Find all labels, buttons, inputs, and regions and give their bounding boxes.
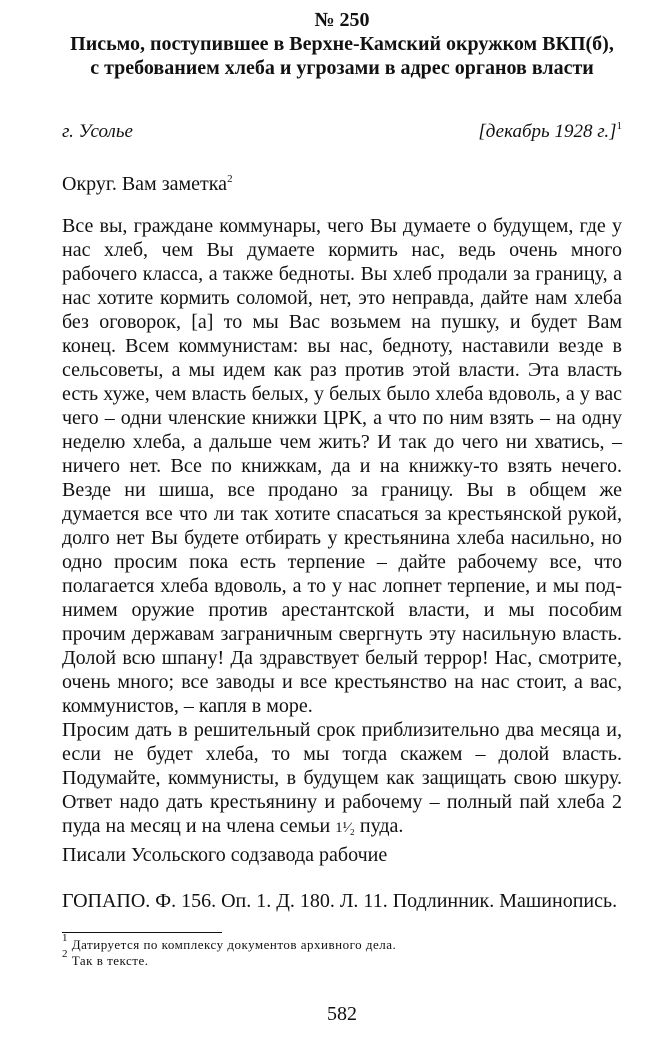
footnote-text: Датируется по комплексу документов архивного дела. [71, 937, 397, 952]
footnotes [62, 932, 397, 969]
body-paragraph: Все вы, граждане коммунары, чего Вы думаете о будущем, где у нас хлеб, чем Вы думаете кормить нас, ведь очень много рабочего класса, а также бедноты. Вы хлеб продали за границу, а нас хотите кормить соломой, нет, это неправда, дайте нам хлеба без оговорок, [а] то мы Вас возьмем на пушку, и будет Вам конец. Всем коммунистам: вы нас, бедноту, наставили везде в сельсоветы, а мы идем как раз против этой власти. Эта власть есть хуже, чем власть белых, у белых было хлеба вдоволь, а у вас чего – одни членские книжки ЦРК, а что по ним взять – на одну неделю хлеба, а дальше чем жить? И так до чего ни хватись, – ничего нет. Все по книжкам, да и на книжку-то взять нечего. Везде ни шиша, все продано за границу. Вы в общем же думается все что ли так хотите спасаться за крестьянской рукой, долго нет Вы будете отбирать у крестьянина хлеба насильно, но одно просим пока есть терпение – дайте рабочему все, что полагается хлеба вдоволь, а то у нас лопнет терпение, и мы поднимем оружие против арестантской власти, и мы пособим прочим державам заграничным свергнуть эту насильную власть. Долой всю шпану! Да здравствует белый террор! Нас, смотрите, очень много; все заводы и все крестьянство на нас стоит, а вас, коммунистов, – капля в море. [62, 215, 622, 717]
document-date-text: [декабрь 1928 г.] [478, 121, 617, 142]
footnote-mark: 2 [62, 948, 68, 960]
page-number: 582 [327, 1003, 357, 1025]
document-title-line: Письмо, поступившее в Верхне-Камский окружком ВКП(б), [70, 33, 614, 55]
footnote-item [62, 948, 396, 969]
body-paragraph [62, 718, 622, 840]
body-paragraph-text: Просим дать в решительный срок приблизительно два месяца и, если не будет хлеба, то мы тогда скажем – долой власть. Подумайте, коммунисты, в будущем как защищать свою шкуру. Ответ надо дать крестьянину и рабочему – полный пай хлеба 2 пуда на месяц и на члена семьи [62, 719, 622, 837]
body-paragraph-end: пуда. [359, 815, 404, 837]
document-number: № 250 [314, 9, 370, 31]
footnote-divider [62, 932, 222, 933]
footnote-mark: 1 [62, 932, 68, 944]
document-title-line: с требованием хлеба и угрозами в адрес органов власти [90, 57, 594, 79]
document-title [62, 32, 622, 80]
document-place: г. Усолье [62, 121, 133, 142]
footnote-text: Так в тексте. [71, 953, 149, 968]
letter-signature: Писали Усольского содзавода рабочие [62, 844, 388, 866]
footnote-mark: 1 [616, 120, 622, 132]
archive-reference: ГОПАПО. Ф. 156. Оп. 1. Д. 180. Л. 11. Подлинник. Машинопись. [62, 890, 618, 912]
footnote-item [62, 932, 397, 953]
document-date [478, 120, 622, 144]
fraction: 1¹⁄₂ [335, 820, 355, 836]
letter-salutation [62, 172, 233, 196]
footnote-mark: 2 [227, 173, 233, 185]
letter-body [62, 214, 622, 840]
salutation-text: Округ. Вам заметка [62, 173, 228, 195]
